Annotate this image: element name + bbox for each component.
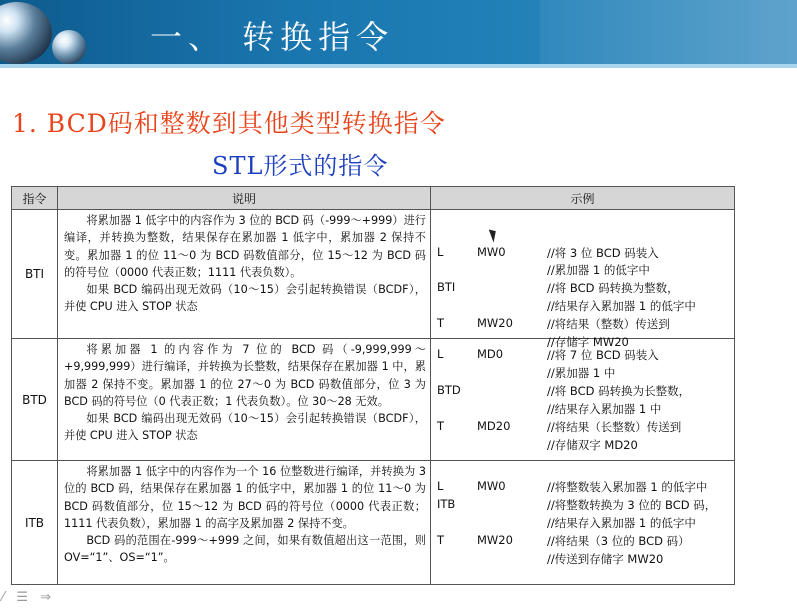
example-comment: //将整数装入累加器 1 的低字中 (547, 480, 708, 494)
pen-tool-icon[interactable]: ⁄ (2, 590, 5, 605)
desc-paragraph: 将累加器 1 的内容作为 7 位的 BCD 码（-9,999,999～+9,999,999）进行编译，并转换为长整数，结果保存在累加器 1 中，累加器 2 保持不变。累加器 1 的位 27～0 为 BCD 码数值部分，位 3 为 BCD 码的符号位（0 代表正数；1 代表负数）。位 30～28 无效。 (64, 343, 426, 408)
example-comment: //将结果（整数）传送到 (547, 317, 670, 331)
example-operand: MD0 (477, 347, 504, 361)
cmd-cell: BTI (12, 210, 58, 339)
table-row (12, 339, 735, 461)
header-stripe (540, 0, 797, 68)
example-op: ITB (437, 497, 456, 511)
example-comment: //存储双字 MD20 (547, 438, 638, 452)
example-operand: MW0 (477, 479, 506, 493)
example-op: T (437, 419, 445, 433)
menu-icon[interactable]: ☰ (16, 590, 28, 605)
example-op: T (437, 533, 445, 547)
example-op: L (437, 347, 444, 361)
example-op: L (437, 479, 444, 493)
header-desc: 说明 (58, 187, 431, 210)
example-operand: MW0 (477, 245, 506, 259)
example-op: T (437, 316, 445, 330)
example-operand: MW20 (477, 316, 513, 330)
header-cmd: 指令 (12, 187, 58, 210)
cmd-cell: ITB (12, 461, 58, 585)
desc-paragraph: 将累加器 1 低字中的内容作为一个 16 位整数进行编译，并转换为 3 位的 BCD 码，结果保存在累加器 1 的低字中，累加器 1 的位 11～0 为 BCD 码数值部分，位 15～12 为 BCD 码的符号位（0000 代表正数；1111 代表负数），累加器 1 的高字及累加器 2 保持不变。 (64, 465, 426, 530)
desc-paragraph: 将累加器 1 低字中的内容作为 3 位的 BCD 码（-999～+999）进行编译，并转换为整数，结果保存在累加器 1 低字中，累加器 2 保持不变。累加器 1 的位 11～0 为 BCD 码数值部分，位 15～12 为 BCD 码的符号位（0000 代表正数；1111 代表负数）。 (64, 214, 426, 279)
header-example: 示例 (431, 187, 735, 210)
desc-cell (58, 461, 431, 585)
table-row (12, 210, 735, 339)
example-comment: //结果存入累加器 1 中 (547, 402, 662, 416)
table-row (12, 461, 735, 585)
decorative-orb-small (52, 30, 86, 64)
slide-nav-controls (2, 590, 59, 605)
example-comment: //累加器 1 中 (547, 366, 616, 380)
header-divider (0, 64, 797, 68)
example-comment: //将整数转换为 3 位的 BCD 码， (547, 498, 717, 512)
example-comment: //结果存入累加器 1 的低字中 (547, 299, 696, 313)
decorative-orb-large (0, 2, 52, 64)
example-op: BTD (437, 383, 461, 397)
example-comment: //结果存入累加器 1 的低字中 (547, 516, 696, 530)
example-op: BTI (437, 280, 456, 294)
cmd-cell: BTD (12, 339, 58, 461)
example-comment: //将 BCD 码转换为整数， (547, 281, 679, 295)
example-cell (431, 461, 735, 585)
example-comment: //累加器 1 的低字中 (547, 263, 650, 277)
sub-title: STL形式的指令 (212, 152, 389, 180)
table-header-row (12, 187, 735, 210)
desc-paragraph: 如果 BCD 编码出现无效码（10～15）会引起转换错误（BCDF），并使 CPU 进入 STOP 状态 (64, 283, 426, 314)
example-comment: //将 7 位 BCD 码装入 (547, 348, 659, 362)
example-cell (431, 339, 735, 461)
example-comment: //将结果（3 位的 BCD 码） (547, 534, 690, 548)
desc-cell (58, 210, 431, 339)
instruction-table (11, 186, 735, 585)
example-cell (431, 210, 735, 349)
desc-paragraph: BCD 码的范围在-999～+999 之间，如果有数值超出这一范围，则 OV=“1”、OS=“1”。 (64, 534, 426, 565)
desc-paragraph: 如果 BCD 编码出现无效码（10～15）会引起转换错误（BCDF），并使 CPU 进入 STOP 状态 (64, 412, 426, 443)
desc-cell (58, 339, 431, 461)
example-comment: //传送到存储字 MW20 (547, 552, 664, 566)
next-slide-icon[interactable]: ⇒ (40, 590, 52, 605)
example-comment: //将结果（长整数）传送到 (547, 420, 682, 434)
example-comment: //将 3 位 BCD 码装入 (547, 246, 659, 260)
example-op: L (437, 245, 444, 259)
example-operand: MD20 (477, 419, 511, 433)
slide-title: 一、 转换指令 (150, 18, 395, 56)
slide-header (0, 0, 797, 68)
example-operand: MW20 (477, 533, 513, 547)
example-comment: //存储字 MW20 (547, 335, 629, 349)
section-title: 1. BCD码和整数到其他类型转换指令 (12, 109, 446, 138)
example-comment: //将 BCD 码转换为长整数， (547, 384, 691, 398)
